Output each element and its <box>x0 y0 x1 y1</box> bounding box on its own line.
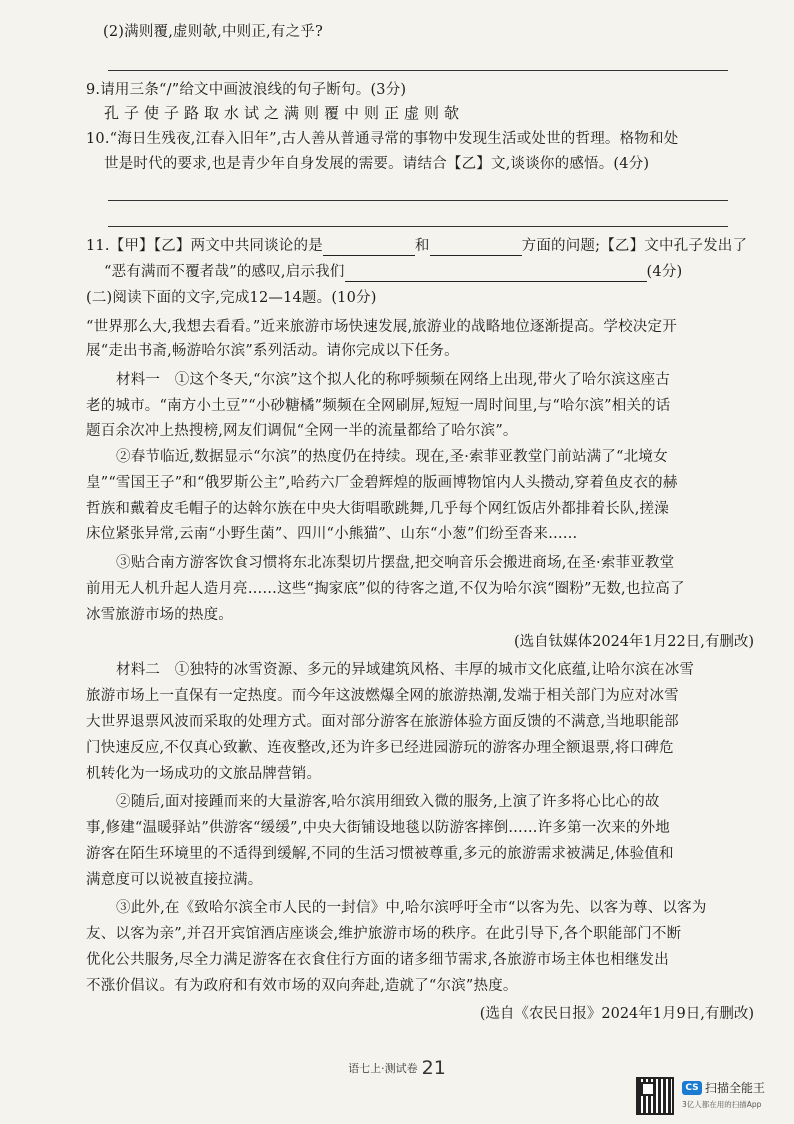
question-11-part4: “恶有满而不覆者哉”的感叹,启示我们 <box>104 264 345 280</box>
question-9-stem: 9.请用三条“/”给文中画波浪线的句子断句。(3分) <box>86 82 407 98</box>
material-2-source: (选自《农民日报》2024年1月9日,有删改) <box>479 1006 754 1022</box>
material-2-p3-line: 不涨价倡议。有为政府和有效市场的双向奔赴,造就了“尔滨”热度。 <box>86 978 518 994</box>
material-2-p2-line: ②随后,面对接踵而来的大量游客,哈尔滨用细致入微的服务,上演了许多将心比心的故 <box>116 794 660 810</box>
material-1-p3-line: ③贴合南方游客饮食习惯将东北冻梨切片摆盘,把交响音乐会搬进商场,在圣·索菲亚教堂 <box>116 555 675 571</box>
question-11-part1: 11.【甲】【乙】两文中共同谈论的是 <box>86 238 323 254</box>
qr-code-icon <box>636 1077 674 1115</box>
question-11-part3: 方面的问题;【乙】文中孔子发出了 <box>521 238 748 254</box>
material-1-p1-line: 题百余次冲上热搜榜,网友们调侃“全网一半的流量都给了哈尔滨”。 <box>86 423 518 439</box>
scanner-tagline: 3亿人都在用的扫描App <box>682 1100 762 1109</box>
material-1-p3-line: 前用无人机升起人造月亮……这些“掏家底”似的待客之道,不仅为哈尔滨“圈粉”无数,也拉高了 <box>86 581 685 597</box>
page-footer <box>0 1057 794 1079</box>
section-2-intro-1: “世界那么大,我想去看看。”近来旅游市场快速发展,旅游业的战略地位逐渐提高。学校决定开 <box>86 319 677 335</box>
material-1-p1-line: 老的城市。“南方小土豆”“小砂糖橘”频频在全网刷屏,短短一周时间里,与“哈尔滨”相关的话 <box>86 398 671 414</box>
material-2-p1-line: 材料二 ①独特的冰雪资源、多元的异域建筑风格、丰厚的城市文化底蕴,让哈尔滨在冰雪 <box>116 662 695 678</box>
section-2-intro-2: 展“走出书斋,畅游哈尔滨”系列活动。请你完成以下任务。 <box>86 343 459 359</box>
question-8-2: (2)满则覆,虚则欹,中则正,有之乎? <box>103 24 323 40</box>
camscanner-logo-icon: CS <box>682 1081 702 1095</box>
footer-label: 语七上·测试卷 <box>348 1062 418 1075</box>
material-2-p1-line: 机转化为一场成功的文旅品牌营销。 <box>86 766 322 782</box>
answer-blank-11-a[interactable] <box>323 239 415 256</box>
page-number: 21 <box>421 1057 446 1079</box>
question-11-score: (4分) <box>646 264 683 280</box>
question-9-sentence: 孔子使子路取水试之满则覆中则正虚则欹 <box>104 104 465 122</box>
answer-blank-11-c[interactable] <box>345 265 647 282</box>
answer-line-10-a <box>108 200 728 201</box>
material-2-p1-line: 大世界退票风波而采取的处理方式。面对部分游客在旅游体验方面反馈的不满意,当地职能部 <box>86 714 679 730</box>
section-2-heading: (二)阅读下面的文字,完成12—14题。(10分) <box>86 290 377 306</box>
question-11-line2 <box>104 262 682 282</box>
material-1-p1-line: 材料一 ①这个冬天,“尔滨”这个拟人化的称呼频频在网络上出现,带火了哈尔滨这座古 <box>116 372 671 388</box>
scanner-app-name: 扫描全能王 <box>705 1081 766 1095</box>
question-10-line2: 世是时代的要求,也是青少年自身发展的需要。请结合【乙】文,谈谈你的感悟。(4分) <box>104 156 650 172</box>
material-2-p2-line: 游客在陌生环境里的不适得到缓解,不同的生活习惯被尊重,多元的旅游需求被满足,体验值和 <box>86 846 674 862</box>
material-1-p3-line: 冰雪旅游市场的热度。 <box>86 607 233 623</box>
material-2-p1-line: 旅游市场上一直保有一定热度。而今年这波燃爆全网的旅游热潮,发端于相关部门为应对冰雪 <box>86 688 679 704</box>
material-2-p3-line: 友、以客为亲”,并召开宾馆酒店座谈会,维护旅游市场的秩序。在此引导下,各个职能部门不断 <box>86 926 682 942</box>
material-1-p2-line: 哲族和戴着皮毛帽子的达斡尔族在中央大街唱歌跳舞,几乎每个网红饭店外都排着长队,搓澡 <box>86 501 669 517</box>
material-2-p3-line: 优化公共服务,尽全力满足游客在衣食住行方面的诸多细节需求,各旅游市场主体也相继发出 <box>86 952 669 968</box>
question-11-part2: 和 <box>414 238 430 254</box>
answer-line-10-b <box>108 226 728 227</box>
material-2-p2-line: 满意度可以说被直接拉满。 <box>86 872 263 888</box>
material-1-source: (选自钛媒体2024年1月22日,有删改) <box>514 634 754 650</box>
question-11-line1 <box>86 236 747 256</box>
material-1-p2-line: 皇”“雪国王子”和“俄罗斯公主”,哈药六厂金碧辉煌的版画博物馆内人头攒动,穿着鱼皮衣的赫 <box>86 475 678 491</box>
question-10-line1: 10.“海日生残夜,江春入旧年”,古人善从普通寻常的事物中发现生活或处世的哲理。格物和处 <box>86 131 679 147</box>
material-2-p3-line: ③此外,在《致哈尔滨全市人民的一封信》中,哈尔滨呼吁全市“以客为先、以客为尊、以客为 <box>116 900 707 916</box>
answer-line-8-2 <box>108 70 728 71</box>
material-2-p1-line: 门快速反应,不仅真心致歉、连夜整改,还为许多已经进园游玩的游客办理全额退票,将口碑危 <box>86 740 674 756</box>
material-1-p2-line: 床位紧张异常,云南“小野生菌”、四川“小熊猫”、山东“小葱”们纷至沓来…… <box>86 526 578 542</box>
material-2-p2-line: 事,修建“温暖驿站”供游客“缓缓”,中央大街铺设地毯以防游客摔倒……许多第一次来的外地 <box>86 820 670 836</box>
material-1-p2-line: ②春节临近,数据显示“尔滨”的热度仍在持续。现在,圣·索菲亚教堂门前站满了“北境女 <box>116 449 668 465</box>
answer-blank-11-b[interactable] <box>430 239 522 256</box>
